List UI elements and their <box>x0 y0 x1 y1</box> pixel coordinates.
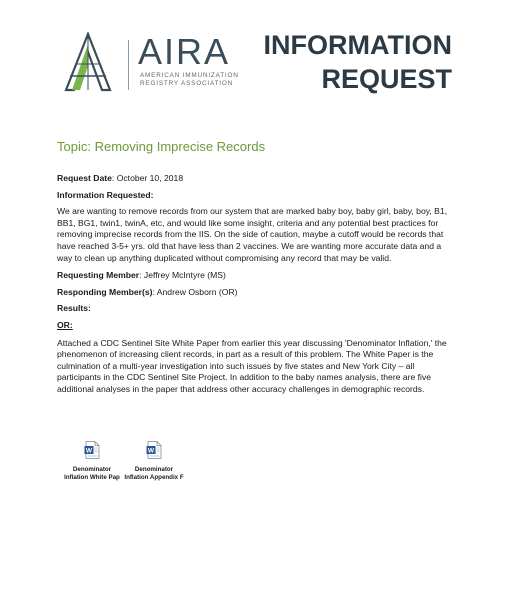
information-requested-text: We are wanting to remove records from our system that are marked baby boy, baby girl, baby, boy, B1, BB1, BG1, twin1, twinA, etc, and would like some insight, criteria and any potential best practices for removing imprecise records from the IIS. On the side of caution, maybe a cutoff would be records that have reached 3-5+ yrs. old that have less than 2 vaccines. We are wanting more accurate data and a way to clean up anything duplicated without compromising any record that may be valid. <box>57 206 448 263</box>
attachment-white-paper[interactable] <box>57 441 127 482</box>
request-date-label: Request Date <box>57 173 112 183</box>
logo-subtitle-line2: REGISTRY ASSOCIATION <box>140 80 234 87</box>
requesting-member-row <box>57 270 457 282</box>
word-document-icon <box>146 441 162 459</box>
requesting-member-value: : Jeffrey McIntyre (MS) <box>139 270 226 281</box>
word-document-icon <box>84 441 100 459</box>
or-label: OR <box>57 319 70 330</box>
document-title-line1: INFORMATION <box>263 30 452 60</box>
logo-subtitle-line1: AMERICAN IMMUNIZATION <box>140 72 239 79</box>
topic-heading: Topic: Removing Imprecise Records <box>57 139 266 154</box>
results-colon: : <box>88 303 91 314</box>
attachment-appendix-line2: Inflation Appendix F <box>124 474 184 481</box>
information-requested-row <box>57 190 457 202</box>
aira-logo-mark-icon <box>60 32 116 92</box>
svg-text:W: W <box>147 447 155 455</box>
logo-separator <box>128 40 129 90</box>
responding-members-label: Responding Member(s) <box>57 286 153 297</box>
request-date-value: : October 10, 2018 <box>111 173 184 183</box>
results-row <box>57 303 457 315</box>
attachment-white-paper-line2: Inflation White Pap <box>64 474 120 481</box>
attachment-appendix-line1: Denominator <box>134 466 174 473</box>
attachment-appendix[interactable] <box>119 441 189 482</box>
document-title <box>232 28 452 96</box>
logo-name: AIRA <box>138 31 231 72</box>
results-label: Results <box>57 303 89 314</box>
attachment-white-paper-line1: Denominator <box>72 466 112 473</box>
requesting-member-label: Requesting Member <box>57 270 140 281</box>
responding-members-value: : Andrew Osborn (OR) <box>152 286 238 297</box>
attachments <box>57 441 197 481</box>
or-row <box>57 320 457 332</box>
aira-logo <box>60 32 250 94</box>
request-date-row <box>57 173 457 185</box>
request-content <box>57 173 457 402</box>
responding-members-row <box>57 287 457 299</box>
document-title-line2: REQUEST <box>321 64 452 94</box>
body-text: Attached a CDC Sentinel Site White Paper from earlier this year discussing 'Denominator Inflation,' the phenomenon of increasing client records, in part as a result of this problem. The White Paper is the culmination of a multi-year investigation into such issues by five states and New York City – all participants in the CDC Sentinel Site Project. In addition to the baby names analysis, there are five additional analyses in the paper that address other accuracy challenges in demographic records. <box>57 337 447 394</box>
information-requested-label: Information Requested <box>57 189 151 200</box>
or-colon: : <box>69 319 73 330</box>
information-requested-colon: : <box>150 189 154 200</box>
svg-text:W: W <box>85 447 93 455</box>
